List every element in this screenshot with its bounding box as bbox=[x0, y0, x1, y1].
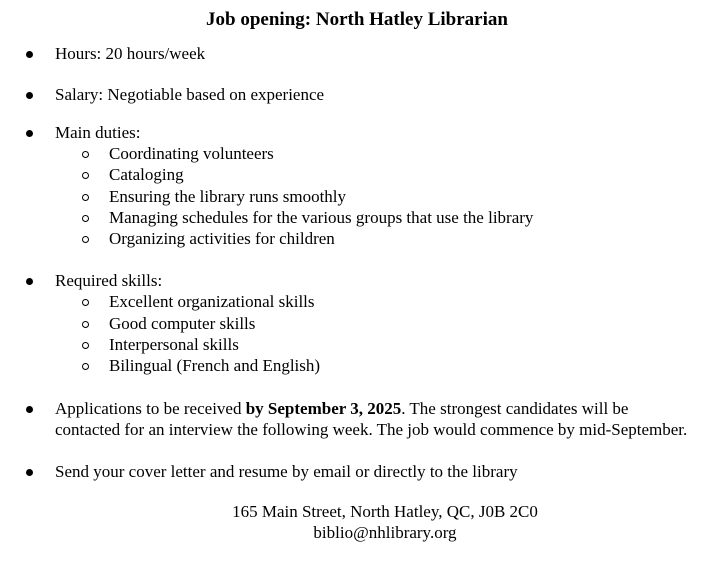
salary-text: Salary: Negotiable based on experience bbox=[55, 85, 325, 104]
bullet-dot bbox=[26, 278, 33, 285]
hours-text: Hours: 20 hours/week bbox=[55, 44, 206, 63]
send-text: Send your cover letter and resume by email or directly to the library bbox=[55, 462, 518, 481]
applications-text: Applications to be received by September 3, 2025. The strongest candidates will be contacted for an interview the following week. The job would commence by mid-September. bbox=[55, 399, 688, 439]
page-title: Job opening: North Hatley Librarian bbox=[206, 9, 508, 30]
job-posting: Job opening: North Hatley Librarian Hours: 20 hours/week Salary: Negotiable based on experience Main duties: Coordinating volunteers Cataloging Ensuring the library runs smoothly Managing schedules for the various groups that use the library Organizing activities for children Required skills: Excellent organizational skills Good computer skills Interpersonal skills Bilingual (French and English) Applications to be received by September 3, 2025. The strongest candidates will be contacted for an interview the following week. The job would commence by mid-September. Send your cover letter and resume by email or directly to the library 165 Main Street, North Hatley, QC, J0B 2C0 biblio@nhlibrary.org bbox=[0, 0, 724, 571]
sub-bullet-circle bbox=[82, 299, 89, 306]
application-deadline: by September 3, 2025 bbox=[245, 399, 402, 418]
sub-bullet-circle bbox=[82, 194, 89, 201]
sub-bullet-circle bbox=[82, 215, 89, 222]
bullet-dot bbox=[26, 92, 33, 99]
sub-bullet-circle bbox=[82, 172, 89, 179]
sub-bullet-circle bbox=[82, 363, 89, 370]
bullet-dot bbox=[26, 51, 33, 58]
sub-bullet-circle bbox=[82, 236, 89, 243]
library-address: 165 Main Street, North Hatley, QC, J0B 2C0 bbox=[232, 502, 538, 521]
duties-label: Main duties: bbox=[55, 123, 141, 142]
bullet-dot bbox=[26, 469, 33, 476]
skills-label: Required skills: bbox=[55, 271, 163, 290]
bullet-dot bbox=[26, 130, 33, 137]
sub-bullet-circle bbox=[82, 151, 89, 158]
sub-bullet-circle bbox=[82, 342, 89, 349]
bullet-dot bbox=[26, 406, 33, 413]
library-email: biblio@nhlibrary.org bbox=[313, 523, 457, 542]
sub-bullet-circle bbox=[82, 321, 89, 328]
